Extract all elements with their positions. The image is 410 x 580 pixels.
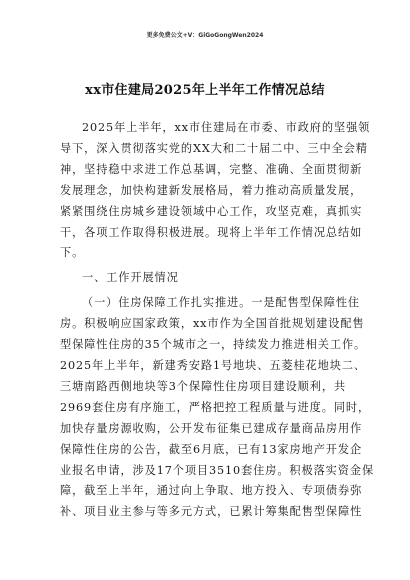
paragraph-line: 2025年上半年，新建秀安路1号地块、五菱桂花地块二、 (60, 358, 367, 372)
paragraph-line: 2969套住房有序施工，严格把控工程质量与进度。同时， (60, 400, 371, 414)
paragraph-line: 型保障性住房的35个城市之一，持续发力推进相关工作。 (60, 338, 367, 352)
header-note: 更多免费公文+V：GiGoGongWen2024 (146, 32, 264, 39)
paragraph-line: 2025年上半年，xx市住建局在市委、市政府的坚强领 (82, 121, 371, 134)
paragraph-line: 保障性住房的公告，截至6月底，已有13家房地产开发企 (60, 442, 363, 456)
paragraph-line: （一）住房保障工作扎实推进。一是配售型保障性住 (82, 296, 361, 310)
paragraph-line: 发展理念，加快构建新发展格局，着力推动高质量发展， (60, 183, 363, 197)
paragraph-line: 加快存量房源收购，公开发布征集已建成存量商品房用作 (60, 421, 363, 435)
paragraph-line: 房。积极响应国家政策，xx市作为全国首批规划建设配售 (60, 317, 365, 331)
document-body (60, 118, 375, 523)
document-title: xx市住建局2025年上半年工作情况总结 (85, 83, 325, 98)
paragraph-line: 下。 (60, 246, 85, 260)
paragraph-line: 神，坚持稳中求进工作总基调，完整、准确、全面贯彻新 (60, 162, 363, 176)
paragraph-line: 三塘南路西侧地块等3个保障性住房项目建设顺利，共 (60, 379, 347, 393)
paragraph-line: 补、项目业主参与等多元方式，已累计筹集配售型保障性 (60, 505, 363, 519)
paragraph-line: 干，各项工作取得积极进展。现将上半年工作情况总结如 (60, 225, 363, 239)
paragraph-line: 导下，深入贯彻落实党的XX大和二十届二中、三中全会精 (60, 141, 368, 155)
paragraph-line: 障，截至上半年，通过向上争取、地方投入、专项债券弥 (60, 484, 363, 498)
paragraph-line: 紧紧围绕住房城乡建设领域中心工作，攻坚克难，真抓实 (60, 204, 363, 218)
section-heading: 一、工作开展情况 (82, 271, 179, 285)
paragraph-line: 业报名申请，涉及17个项目3510套住房。积极落实资金保 (60, 463, 375, 477)
